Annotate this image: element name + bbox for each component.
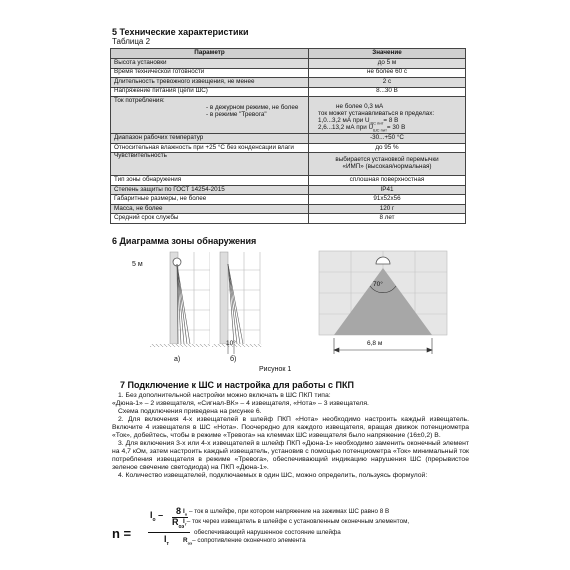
paragraph-2: 2. Для включения 4-х извещателей в шлейф ПКП «Нота» необходимо настроить каждый извещатель. Включите 4 извещателя в ШС «Нота». Поочередно для каждого извещателя, вращая движок потенциометра «Ток», добейтесь, чтобы в режиме «Тревога» на клеммах ШС извещателя было напряжение (16±0,2) В.	[112, 416, 469, 439]
cell-param: Диапазон рабочих температур	[111, 134, 309, 144]
label-b: б)	[230, 356, 237, 363]
legend-item: обеспечивающий нарушенное состояние шлейфа	[194, 528, 341, 536]
current-alarm-label: - в режиме "Тревога"	[206, 110, 267, 118]
angle-small-label: 10°	[226, 340, 236, 347]
cell-value: 8...30 В	[309, 87, 466, 97]
figure-caption: Рисунок 1	[259, 366, 292, 373]
detection-rays	[177, 264, 190, 344]
detection-rays	[228, 264, 243, 344]
section7-title: 7 Подключение к ШС и настройка для работы с ПКП	[120, 380, 354, 390]
cell-param: Масса, не более	[111, 204, 309, 214]
paragraph-4: 4. Количество извещателей, подключаемых в один ШС, можно определить, пользуясь формулой:	[118, 472, 428, 479]
table-row	[111, 204, 466, 214]
floor	[150, 344, 210, 347]
wall	[220, 252, 228, 344]
current-v4: 2,6...13,2 мА при $U_{ШС пит}= 30$ В	[318, 124, 406, 133]
table-row	[111, 78, 466, 88]
cell-param: Время технической готовности	[111, 68, 309, 78]
cell-param: Тип зоны обнаружения	[111, 176, 309, 186]
legend-item: $I_о$ – ток в шлейфе, при котором напряжение на зажимах ШС равно 8 В	[183, 508, 390, 517]
height-label: 5 м	[132, 261, 143, 268]
spec-table	[110, 48, 466, 224]
section6-title: 6 Диаграмма зоны обнаружения	[112, 236, 257, 246]
dimension-line	[334, 338, 432, 354]
cell-value: не более 60 с	[309, 68, 466, 78]
cell-param: Чувствительность	[111, 153, 309, 176]
cell-param: Напряжение питания (цепи ШС)	[111, 87, 309, 97]
table-row	[111, 214, 466, 224]
floor	[212, 344, 262, 347]
figure-side-view-a	[150, 250, 210, 365]
cell-param-current	[111, 97, 309, 134]
table-caption: Таблица 2	[112, 37, 151, 46]
cell-param: Высота установки	[111, 59, 309, 69]
current-v2: ток может устанавливаться в пределах:	[318, 109, 435, 117]
table-row	[111, 176, 466, 186]
cell-param: Относительная влажность при +25 °С без конденсации влаги	[111, 143, 309, 153]
cell-value: до 5 м	[309, 59, 466, 69]
figure-front-view	[318, 250, 448, 362]
cell-value: до 95 %	[309, 143, 466, 153]
cell-param: Средний срок службы	[111, 214, 309, 224]
figure-side-view-b	[212, 250, 272, 365]
label-a: а)	[174, 356, 181, 363]
table-row	[111, 59, 466, 69]
table-header-row	[111, 49, 466, 59]
table-row	[111, 87, 466, 97]
cell-value: 91x52x56	[309, 195, 466, 205]
cell-value: 8 лет	[309, 214, 466, 224]
table-row-sensitivity	[111, 153, 466, 176]
table-row	[111, 195, 466, 205]
table-row-current	[111, 97, 466, 134]
paragraph-1: 1. Без дополнительной настройки можно включать в ШС ПКП типа:	[118, 392, 331, 399]
table-row	[111, 68, 466, 78]
section7-body	[112, 392, 469, 480]
paragraph-1c: Схема подключения приведена на рисунке 6.	[118, 408, 262, 415]
cell-value: -30...+50 °С	[309, 134, 466, 144]
section5-title: 5 Технические характеристики	[112, 27, 249, 37]
formula-legend	[183, 508, 473, 547]
current-v3: 1,0...3,2 мА при $U_{ШС пит}= 8$ В	[318, 116, 399, 126]
cell-param: Габаритные размеры, не более	[111, 195, 309, 205]
header-param: Параметр	[111, 49, 309, 59]
paragraph-3: 3. Для включения 3-х или 4-х извещателей в шлейф ПКП «Дюна-1» необходимо заменить оконечный элемент на 4,7 кОм, затем настроить каждый извещатель, установив с помощью потенциометра «Ток» минимальный ток потребления извещателя в режиме «Тревога», обеспечивающий индикацию нарушения ШС (прерывистое зеленое свечение светодиода) на ПКП «Дюна-1».	[112, 440, 469, 471]
formula: n = $I_о$ – 8 $R_{оэ}$ $I_т$	[112, 508, 192, 548]
legend-item: $I_т-$ ток через извещатель в шлейфе с установленным оконечным элементом,	[183, 518, 410, 527]
paragraph-1b: «Дюна-1» – 2 извещателя, «Сигнал-ВК» – 4 извещателя, «Нота» – 3 извещателя.	[112, 400, 369, 407]
current-v1: не более 0,3 мА	[336, 103, 384, 110]
cell-value: 2 с	[309, 78, 466, 88]
header-value: Значение	[309, 49, 466, 59]
angle-big-label: 70°	[373, 281, 383, 288]
cell-value-sensitivity: выбирается установкой перемычки «ИМП» (высокая/нормальная)	[309, 153, 466, 176]
cell-value: 120 г	[309, 204, 466, 214]
table-row	[111, 185, 466, 195]
current-standby-label: - в дежурном режиме, не более	[206, 103, 299, 111]
cell-value: сплошная поверхностная	[309, 176, 466, 186]
width-label: 6,8 м	[367, 340, 383, 347]
cell-param: Степень защиты по ГОСТ 14254-2015	[111, 185, 309, 195]
cell-param: Длительность тревожного извещения, не менее	[111, 78, 309, 88]
cell-value-current	[309, 97, 466, 134]
cell-value: IP41	[309, 185, 466, 195]
legend-item: $R_{оэ}-$ сопротивление оконечного элемента	[183, 536, 306, 545]
current-label: Ток потребления:	[114, 96, 165, 104]
table-row	[111, 134, 466, 144]
